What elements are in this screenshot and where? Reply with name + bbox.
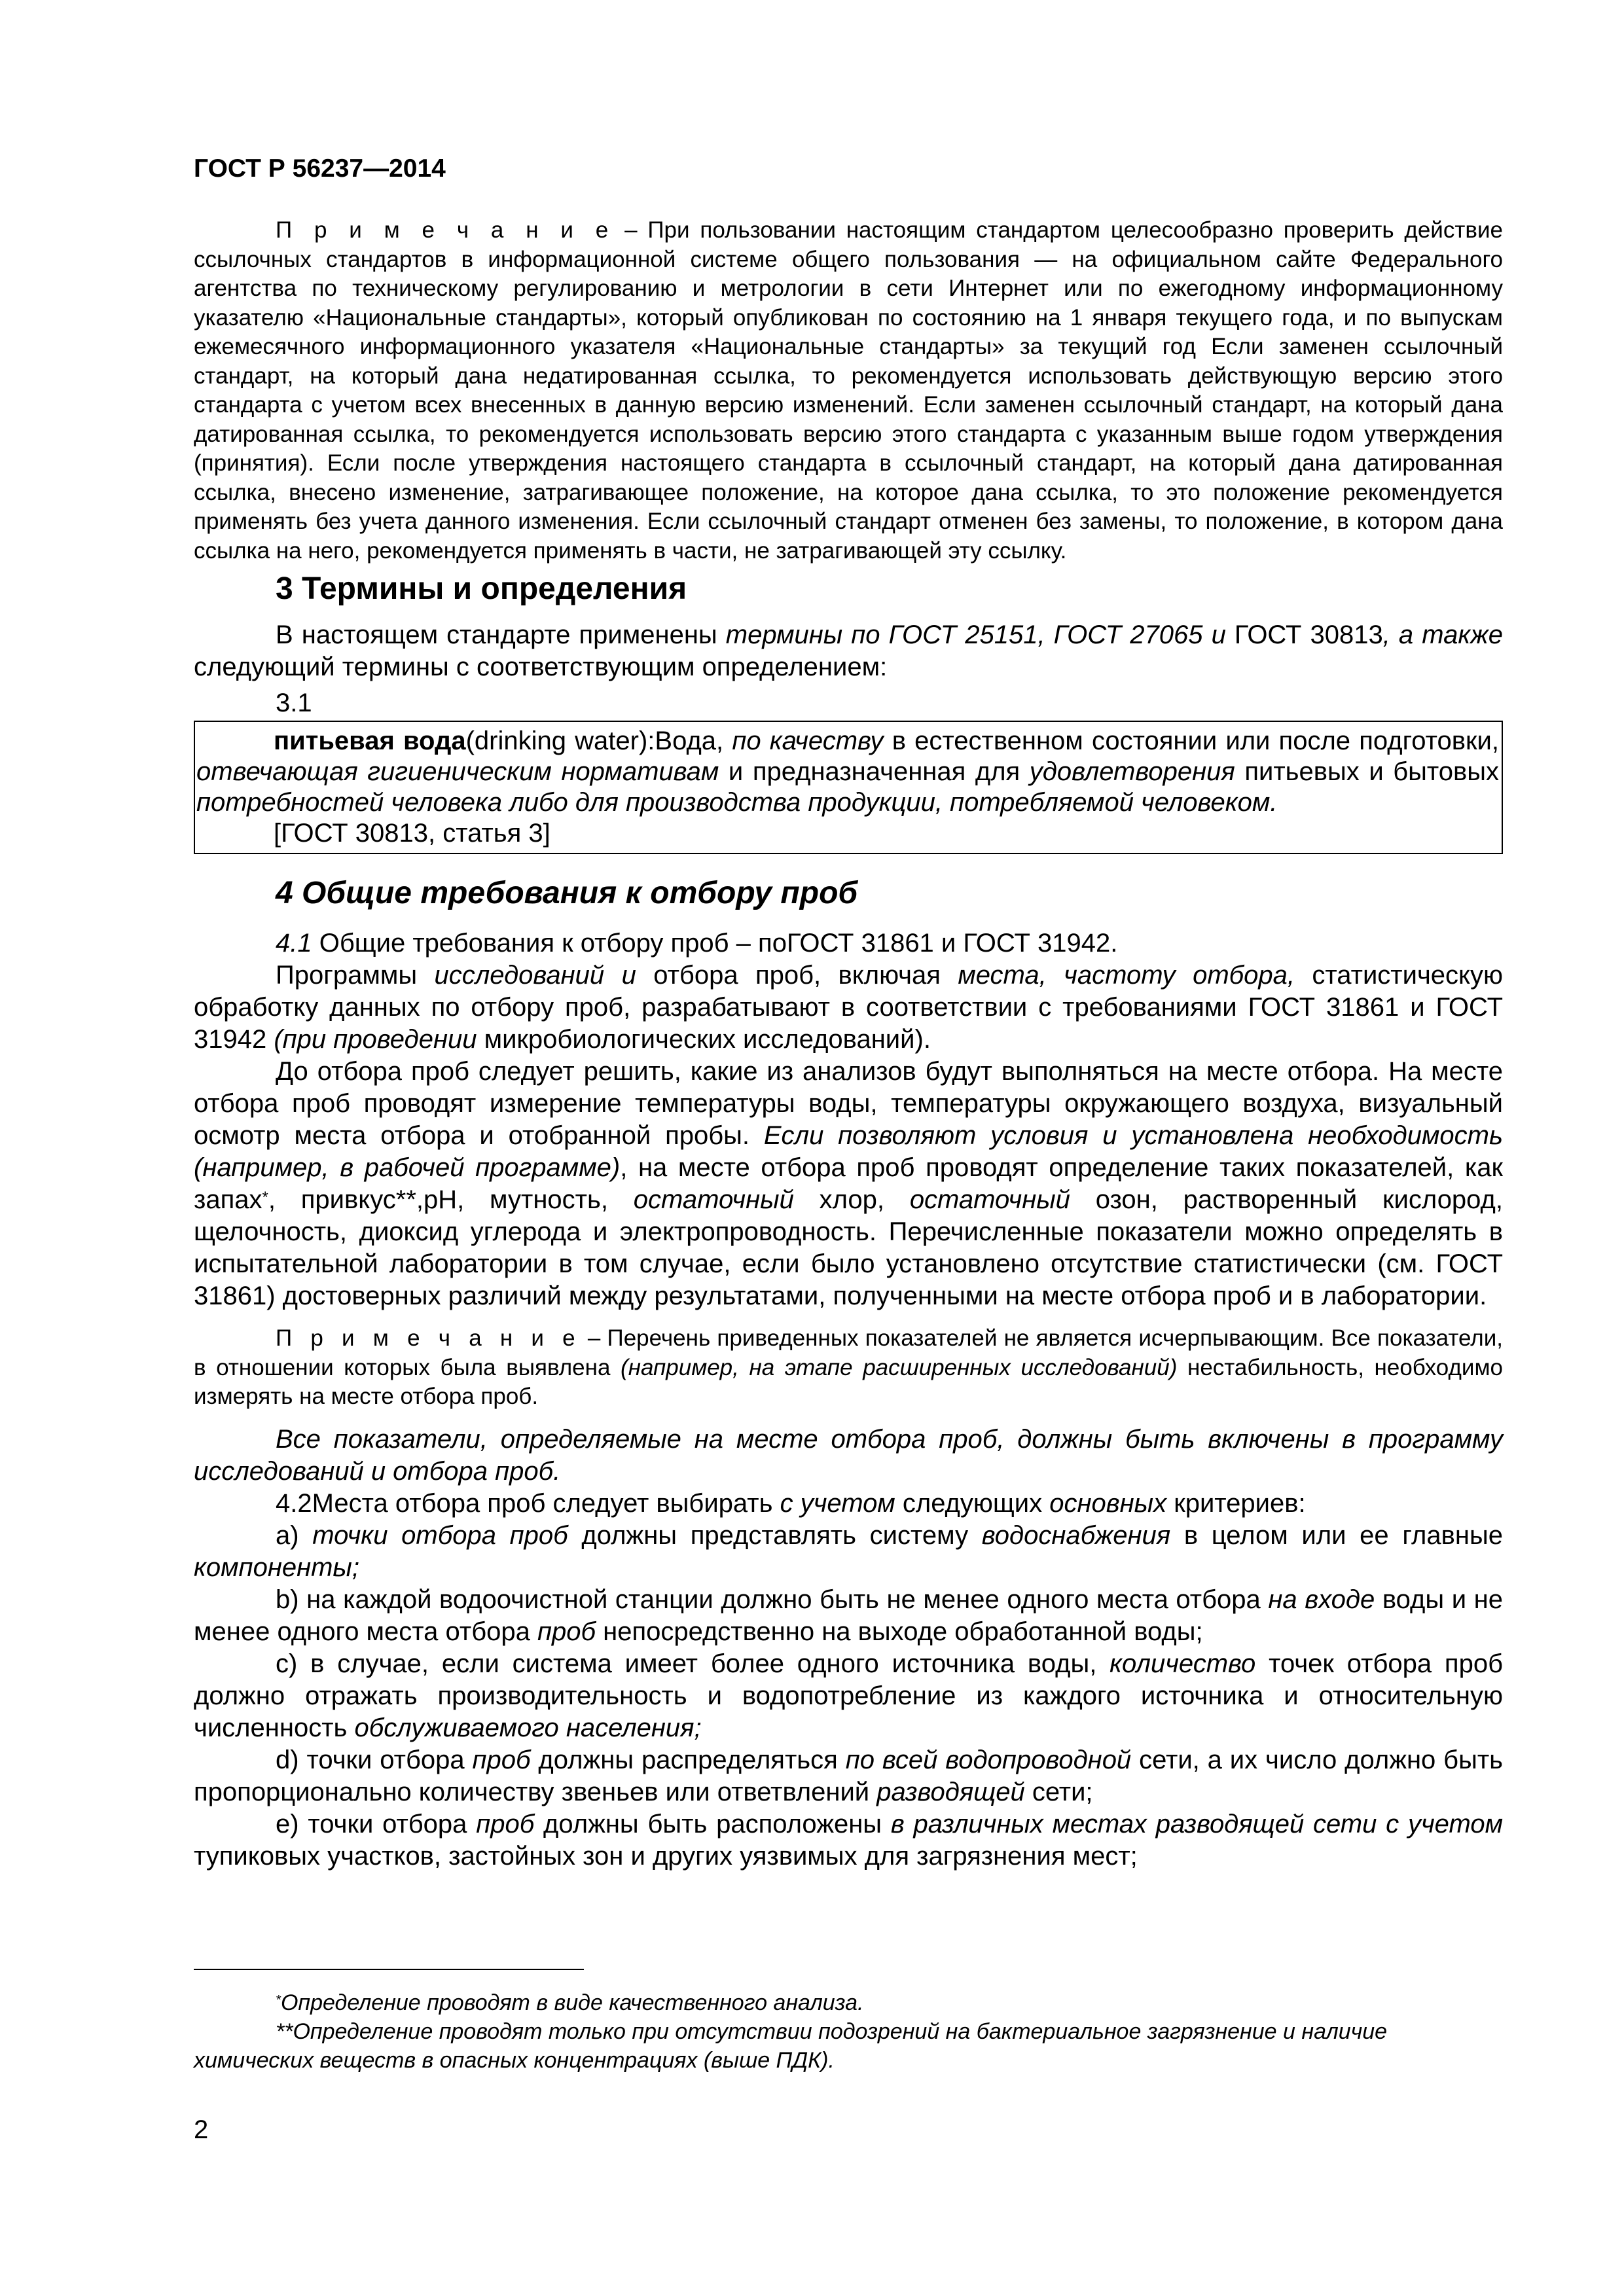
term-source: [ГОСТ 30813, статья 3]: [274, 819, 550, 848]
paragraph-4-2: 4.2Места отбора проб следует выбирать с учетом следующих основных критериев:: [276, 1488, 1306, 1518]
footnote-1: *Определение проводят в виде качественного анализа.: [276, 1990, 864, 2015]
term-number: 3.1: [276, 689, 312, 717]
document-header: ГОСТ Р 56237—2014: [194, 154, 446, 183]
footnote-mark: *: [262, 1189, 268, 1206]
term-definition: питьевая вода(drinking water):Вода, по качеству в естественном состоянии или после подготовки, отвечающая гигиеническим нормативам и предназначенная для удовлетворения питьевых и бытовых потребностей человека либо для производства продукции, потребляемой человеком.: [196, 726, 1500, 817]
paragraph-field-measurements: До отбора проб следует решить, какие из анализов будут выполняться на месте отбора. На месте отбора проб проводят измерение температуры воды, температуры окружающего воздуха, визуальный осмотр места отбора и отобранной пробы. Если позволяют условия и установлена необходимость (например, в рабочей программе), на месте отбора проб проводят определение таких показателей, как запах*, привкус**,pH, мутность, остаточный хлор, остаточный озон, растворенный кислород, щелочность, диоксид углерода и электропроводность. Перечисленные показатели можно определять в испытательной лаборатории в том случае, если было установлено отсутствие статистически (см. ГОСТ 31861) достоверных различий между результатами, полученными на месте отбора проб и в лаборатории.: [194, 1057, 1504, 1310]
note-block: [194, 216, 1503, 565]
paragraph-programs: Программы исследований и отбора проб, включая места, частоту отбора, статистическую обработку данных по отбору проб, разрабатывают в соответствии с требованиями ГОСТ 31861 и ГОСТ 31942 (при проведении микробиологических исследований).: [194, 961, 1503, 1054]
footnote-divider: [194, 1969, 584, 1970]
footnotes: [194, 1988, 1503, 2075]
criterion-d: d) точки отбора проб должны распределяться по всей водопроводной сети, а их число должно быть пропорционально количеству звеньев или ответвлений разводящей сети;: [194, 1745, 1503, 1806]
criterion-b: b) на каждой водоочистной станции должно быть не менее одного места отбора на входе воды и не менее одного места отбора проб непосредственно на выходе обработанной воды;: [194, 1585, 1503, 1646]
section-4: [194, 874, 1503, 1873]
footnote-2: **Определение проводят только при отсутствии подозрений на бактериальное загрязнение и наличие химических веществ в опасных концентрациях (выше ПДК).: [194, 2019, 1388, 2073]
criterion-e: e) точки отбора проб должны быть расположены в различных местах разводящей сети с учетом тупиковых участков, застойных зон и других уязвимых для загрязнения мест;: [194, 1809, 1503, 1871]
page-number: 2: [194, 2115, 209, 2144]
term: питьевая вода: [274, 726, 466, 755]
paragraph-all-indicators: Все показатели, определяемые на месте отбора проб, должны быть включены в программу исследований и отбора проб.: [194, 1424, 1503, 1486]
section-3-intro: В настоящем стандарте применены термины по ГОСТ 25151, ГОСТ 27065 и ГОСТ 30813, а также следующий термины с соответствующим определением:: [194, 620, 1504, 681]
term-definition-box: [194, 721, 1503, 854]
criterion-a: а) точки отбора проб должны представлять систему водоснабжения в целом или ее главные компоненты;: [194, 1520, 1503, 1582]
note-2: П р и м е ч а н и е – Перечень приведенных показателей не является исчерпывающим. Все показатели, в отношении которых была выявлена (например, на этапе расширенных исследований) нестабильность, необходимо измерять на месте отбора проб.: [194, 1325, 1503, 1409]
section-3: [194, 569, 1503, 854]
section-3-title: 3 Термины и определения: [276, 571, 687, 606]
note-paragraph: П р и м е ч а н и е – При пользовании настоящим стандартом целесообразно проверить действие ссылочных стандартов в информационной системе общего пользования — на официальном сайте Федерального агентства по техническому регулированию и метрологии в сети Интернет или по ежегодному информационному указателю «Национальные стандарты», который опубликован по состоянию на 1 января текущего года, и по выпускам ежемесячного информационного указателя «Национальные стандарты» за текущий год Если заменен ссылочный стандарт, на который дана недатированная ссылка, то рекомендуется использовать действующую версию этого стандарта с учетом всех внесенных в данную версию изменений. Если заменен ссылочный стандарт, на который дана датированная ссылка, то рекомендуется использовать версию этого стандарта с указанным выше годом утверждения (принятия). Если после утверждения настоящего стандарта в ссылочный стандарт, на который дана датированная ссылка, внесено изменение, затрагивающее положение, на которое дана ссылка, то это положение рекомендуется применять без учета данного изменения. Если ссылочный стандарт отменен без замены, то положение, в котором дана ссылка на него, рекомендуется применять в части, не затрагивающей эту ссылку.: [194, 217, 1503, 564]
paragraph-4-1: 4.1 Общие требования к отбору проб – поГОСТ 31861 и ГОСТ 31942.: [276, 929, 1118, 958]
note-2-label: П р и м е ч а н и е: [276, 1325, 581, 1351]
note-label: П р и м е ч а н и е: [276, 217, 615, 243]
section-4-title: 4 Общие требования к отбору проб: [276, 876, 858, 910]
criterion-c: c) в случае, если система имеет более одного источника воды, количество точек отбора проб должно отражать производительность и водопотребление из каждого источника и относительную численность обслуживаемого населения;: [194, 1649, 1503, 1742]
